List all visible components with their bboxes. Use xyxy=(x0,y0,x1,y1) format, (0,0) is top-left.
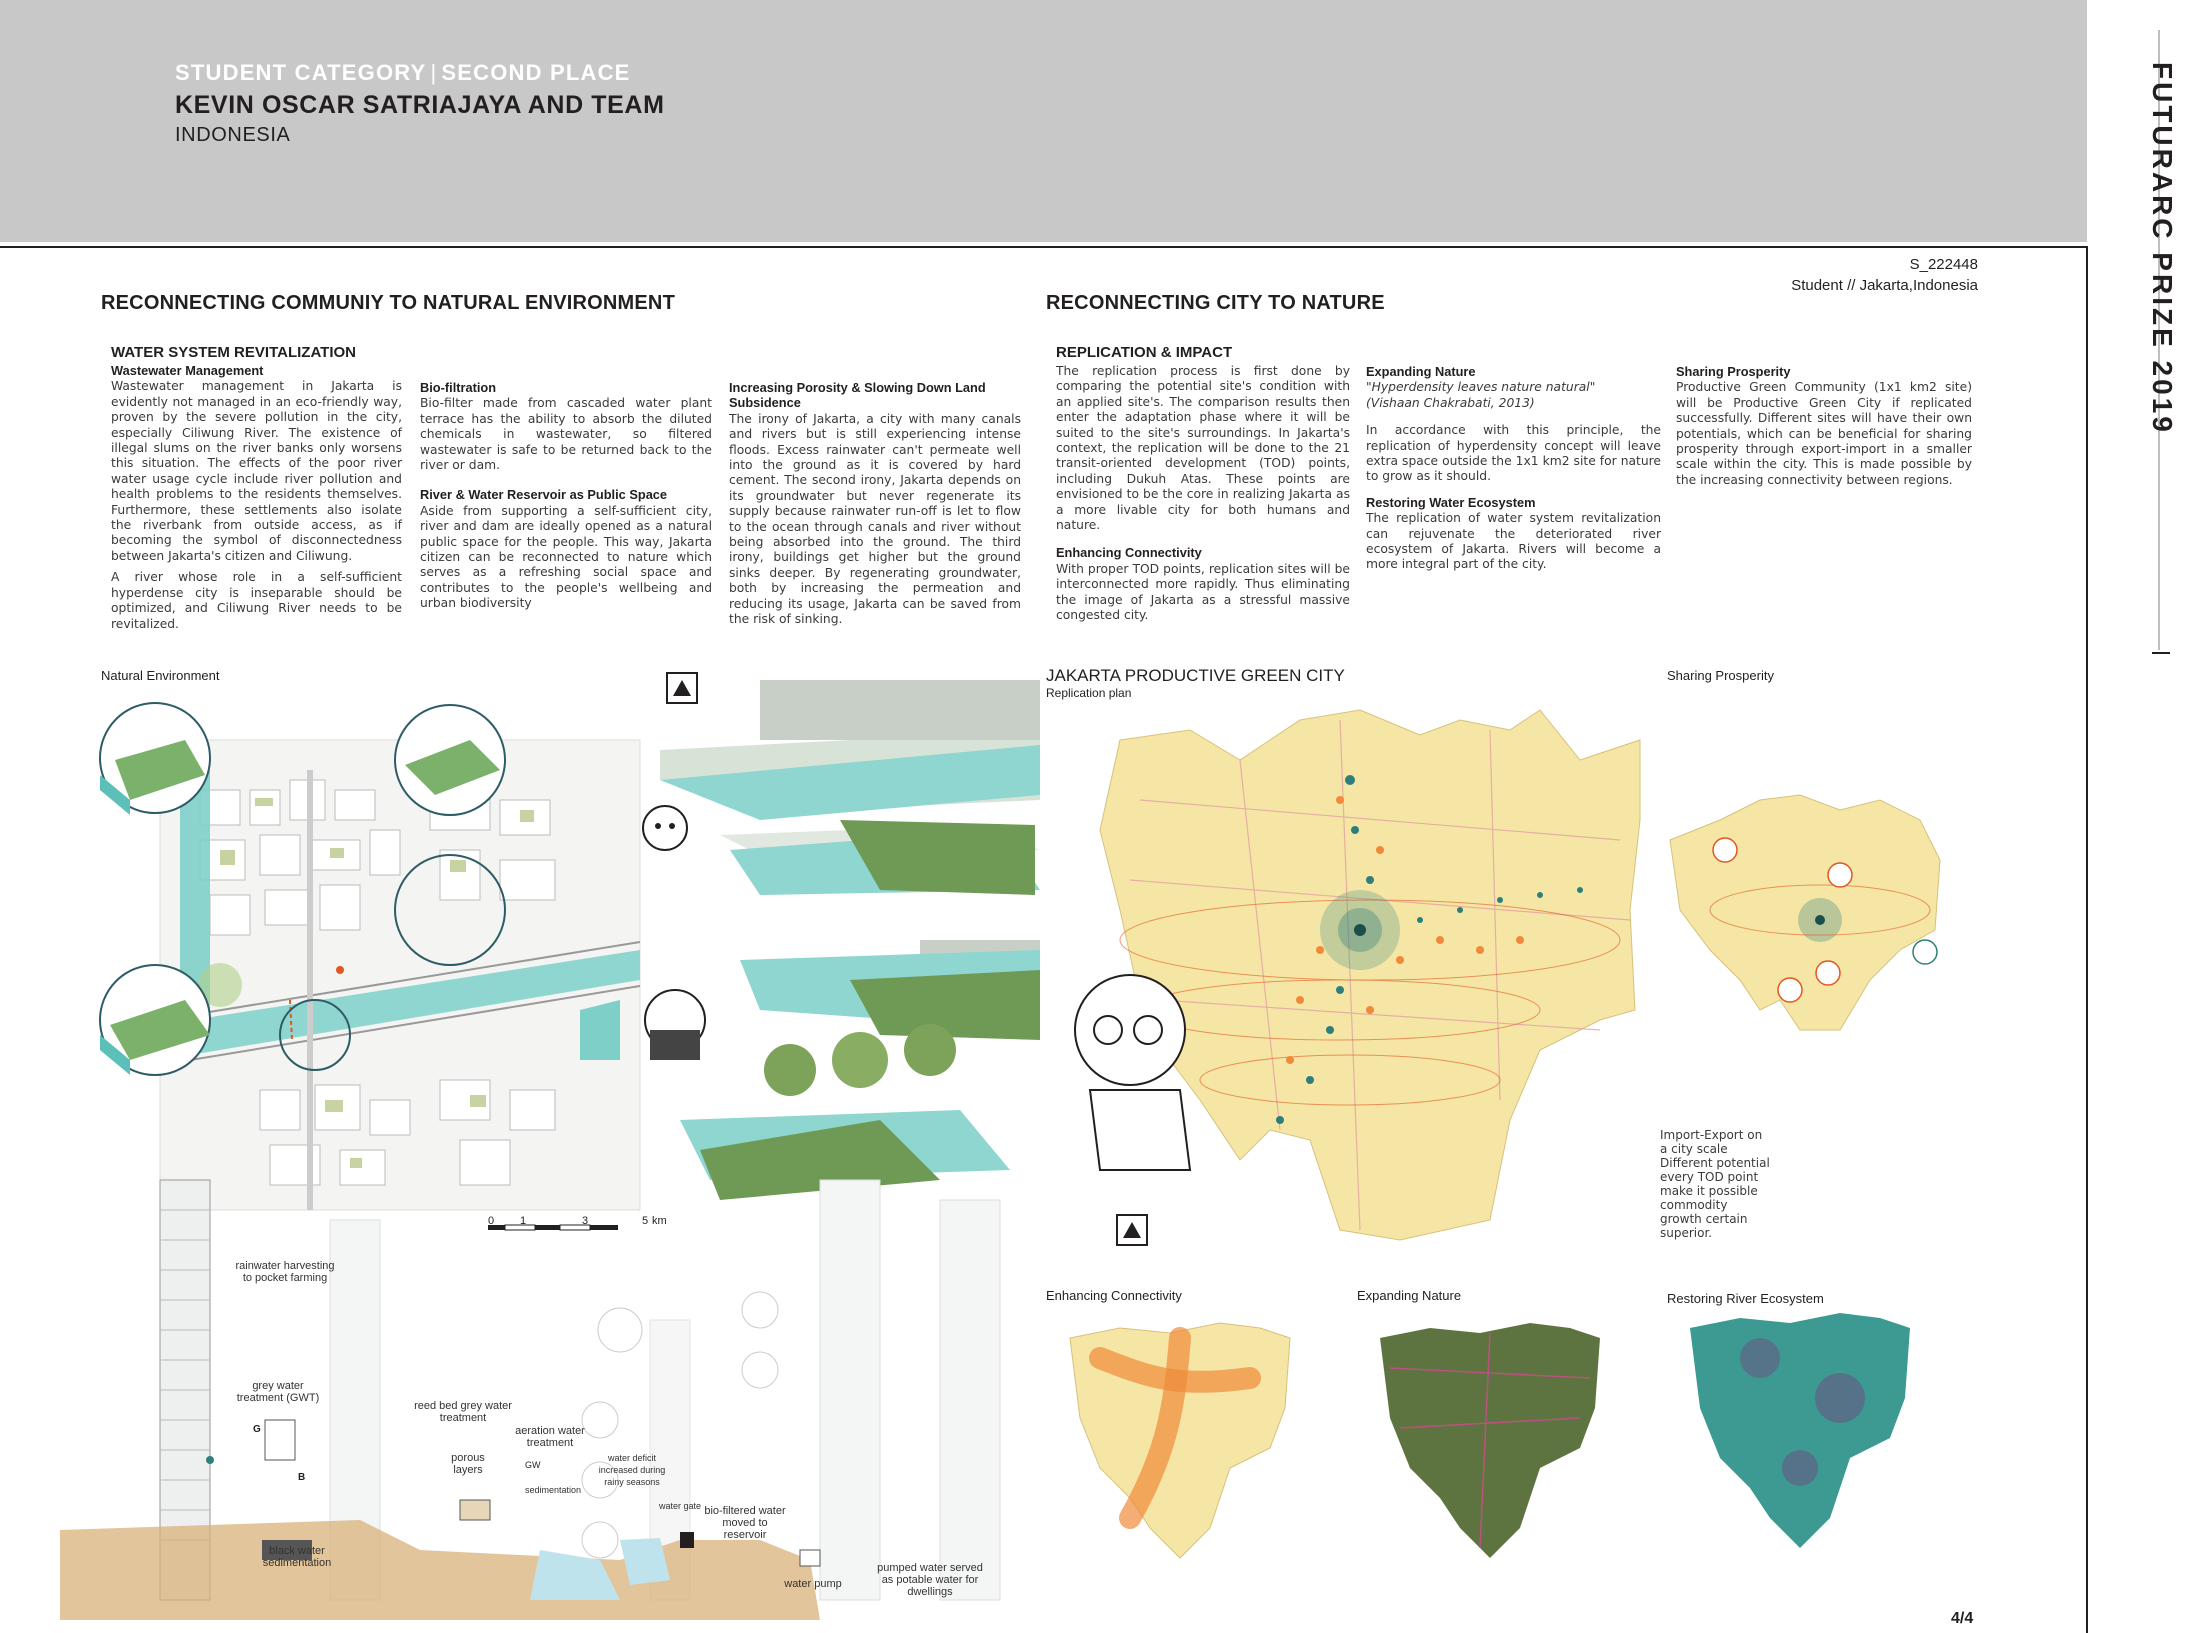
col-heading: Bio-filtration xyxy=(420,380,497,395)
col-paragraph: The replication process is first done by comparing the potential site's condition with an applied site's. The comparison results then enter the adaptation phase where it will be suited to the site's surroundings. In Jakarta's context, the replication will be done to the 21 transit-oriented development (TOD) points, including Dukuh Atas. These points are envisioned to be the core in realizing Jakarta as a more livable city for both humans and nature. xyxy=(1056,364,1350,533)
left-section-title: WATER SYSTEM REVITALIZATION xyxy=(111,344,356,361)
scale-unit: km xyxy=(652,1215,667,1227)
scale-label: 5 xyxy=(642,1215,649,1227)
impact-maps xyxy=(1060,1308,1970,1598)
north-arrow-icon xyxy=(1116,1214,1148,1246)
sharing-prosperity-label: Sharing Prosperity xyxy=(1667,668,1774,683)
right-col-1 xyxy=(1056,364,1350,630)
col-paragraph: Aside from supporting a self-sufficient city, river and dam are ideally opened as a natural public space for the people. This way, Jakarta citizen can be reconnected to nature which serves as a refreshing social space and contributes to the people's wellbeing and urban biodiversity xyxy=(420,503,712,611)
category-line xyxy=(175,60,631,86)
north-arrow-icon xyxy=(666,672,698,704)
col-paragraph: Productive Green Community (1x1 km2 site) will be Productive Green City if replicated successfully. Different sites will have their own potentials, which can be beneficial for sharing prosperity through export-import in a smaller scale within the city. This is made possible by the increasing connectivity between regions. xyxy=(1676,380,1972,487)
col-paragraph: Wastewater management in Jakarta is evidently not managed in an eco-friendly way, proven by the severe pollution in the city, especially Ciliwung River. The existence of illegal slums on the river banks only worsens this situation. The effects of the poor river water usage cycle include river pollution and health problems to the residents themselves. Furthermore, these settlements also isolate the riverbank from outside access, as if becoming the symbol of disconnectedness between Jakarta's citizen and Ciliwung. xyxy=(111,379,402,563)
side-tick xyxy=(2152,652,2170,654)
col-paragraph: The replication of water system revitalization can rejuvenate the deteriorated river ecosystem of Jakarta. Rivers will become a more integral part of the city. xyxy=(1366,511,1661,572)
col-heading: Expanding Nature xyxy=(1366,364,1476,379)
water-gate-caption: water gate xyxy=(658,1501,702,1511)
col-heading: Sharing Prosperity xyxy=(1676,364,1791,379)
b-marker: B xyxy=(298,1472,306,1483)
student-location: Student // Jakarta,Indonesia xyxy=(1791,277,1978,294)
category-separator: | xyxy=(430,60,438,85)
aeration-caption: aeration water treatment xyxy=(515,1425,585,1449)
col-heading: Restoring Water Ecosystem xyxy=(1366,494,1536,510)
scale-label: 3 xyxy=(582,1215,589,1227)
quote-text: "Hyperdensity leaves nature natural" xyxy=(1366,380,1596,395)
map-title: JAKARTA PRODUCTIVE GREEN CITY xyxy=(1046,666,1345,685)
g-marker: G xyxy=(253,1424,261,1435)
quote-citation: (Vishaan Chakrabati, 2013) xyxy=(1366,395,1535,410)
right-title: RECONNECTING CITY TO NATURE xyxy=(1046,292,1385,314)
left-title: RECONNECTING COMMUNIY TO NATURAL ENVIRONMENT xyxy=(101,292,675,314)
biofilter-caption: bio-filtered water moved to reservoir xyxy=(704,1505,786,1541)
cartoon-characters xyxy=(643,806,705,1060)
water-deficit-caption: water deficit increased during rainy seasons xyxy=(598,1453,666,1487)
sharing-map xyxy=(1670,795,1940,1030)
student-id: S_222448 xyxy=(1909,256,1978,273)
col-heading: Wastewater Management xyxy=(111,363,264,378)
col-paragraph: With proper TOD points, replication sites will be interconnected more rapidly. Thus eliminating the image of Jakarta as a stressful massive congested city. xyxy=(1056,561,1350,623)
water-pump-caption: water pump xyxy=(784,1578,842,1590)
grey-water-caption: grey water treatment (GWT) xyxy=(236,1380,320,1404)
cartoon-character-map xyxy=(1075,975,1190,1170)
right-col-2 xyxy=(1366,364,1661,579)
blackwater-caption: black water sedimentation xyxy=(262,1545,332,1569)
site-plan-illustration xyxy=(60,680,1040,1620)
left-col-1 xyxy=(111,363,402,638)
header-band xyxy=(0,0,2087,242)
col-paragraph: A river whose role in a self-sufficient hyperdense city is inseparable should be optimized, and Ciliwung River needs to be revitalized. xyxy=(111,570,402,631)
perspective-renders xyxy=(660,680,1040,1200)
country-name: INDONESIA xyxy=(175,124,291,146)
restoring-river-label: Restoring River Ecosystem xyxy=(1667,1291,1824,1306)
col-paragraph: The irony of Jakarta, a city with many canals and rivers but is still experiencing intense floods. Excess rainwater can't permeate well into the ground as it is covered by hard cement. The second irony, Jakarta depends on its groundwater but never regenerate its supply because rainwater run-off is let to flow to the ocean through canals and river without being absorbed into the ground. The third irony, buildings get higher but the ground sinks deeper. By regenerating groundwater, both by increasing the permeation and reducing its usage, Jakarta can be saved from the risk of sinking. xyxy=(729,411,1021,627)
porous-caption: porous layers xyxy=(451,1452,485,1476)
rainwater-caption: rainwater harvesting to pocket farming xyxy=(235,1260,335,1284)
expanding-nature-label: Expanding Nature xyxy=(1357,1288,1462,1303)
nature-map xyxy=(1380,1323,1600,1558)
col-heading: Enhancing Connectivity xyxy=(1056,545,1202,561)
sedimentation-caption: sedimentation xyxy=(524,1485,582,1495)
col-paragraph: In accordance with this principle, the replication of hyperdensity concept will leave extra space outside the 1x1 km2 site for nature to grow as it should. xyxy=(1366,423,1661,484)
site-plan xyxy=(160,740,640,1210)
scale-label: 0 xyxy=(488,1215,495,1227)
col-paragraph: Bio-filter made from cascaded water plant terrace has the ability to absorb the diluted chemicals in wastewater, so filtered wastewater is safe to be returned back to the river or dam. xyxy=(420,396,712,473)
page-number: 4/4 xyxy=(1951,1610,1974,1627)
student-info xyxy=(1791,254,1978,296)
pumped-water-caption: pumped water served as potable water for dwellings xyxy=(877,1562,983,1598)
import-export-note: Import-Export on a city scale Different potential every TOD point make it possible commodity growth certain superior. xyxy=(1660,1128,1770,1240)
river-ecosystem-map xyxy=(1690,1313,1910,1548)
scale-label: 1 xyxy=(520,1215,527,1227)
enhancing-connectivity-label: Enhancing Connectivity xyxy=(1046,1288,1182,1303)
replication-maps xyxy=(1040,700,2000,1300)
scale-bar xyxy=(488,1225,618,1230)
team-name: KEVIN OSCAR SATRIAJAYA AND TEAM xyxy=(175,91,665,119)
gw-marker: GW xyxy=(525,1460,541,1470)
side-title: FUTURARC PRIZE 2019 xyxy=(2147,62,2178,435)
reedbed-caption: reed bed grey water treatment xyxy=(414,1400,512,1424)
map-subtitle: Replication plan xyxy=(1046,686,1132,700)
left-col-3 xyxy=(729,380,1021,634)
right-col-3 xyxy=(1676,364,1972,494)
left-col-2 xyxy=(420,380,712,618)
right-section-title: REPLICATION & IMPACT xyxy=(1056,344,1233,361)
connectivity-map xyxy=(1070,1323,1290,1558)
col-heading: River & Water Reservoir as Public Space xyxy=(420,487,668,503)
col-heading: Increasing Porosity & Slowing Down Land Subsidence xyxy=(729,380,986,411)
place-label: SECOND PLACE xyxy=(441,60,631,85)
natural-environment-label: Natural Environment xyxy=(101,668,220,683)
category-label: STUDENT CATEGORY xyxy=(175,60,427,85)
